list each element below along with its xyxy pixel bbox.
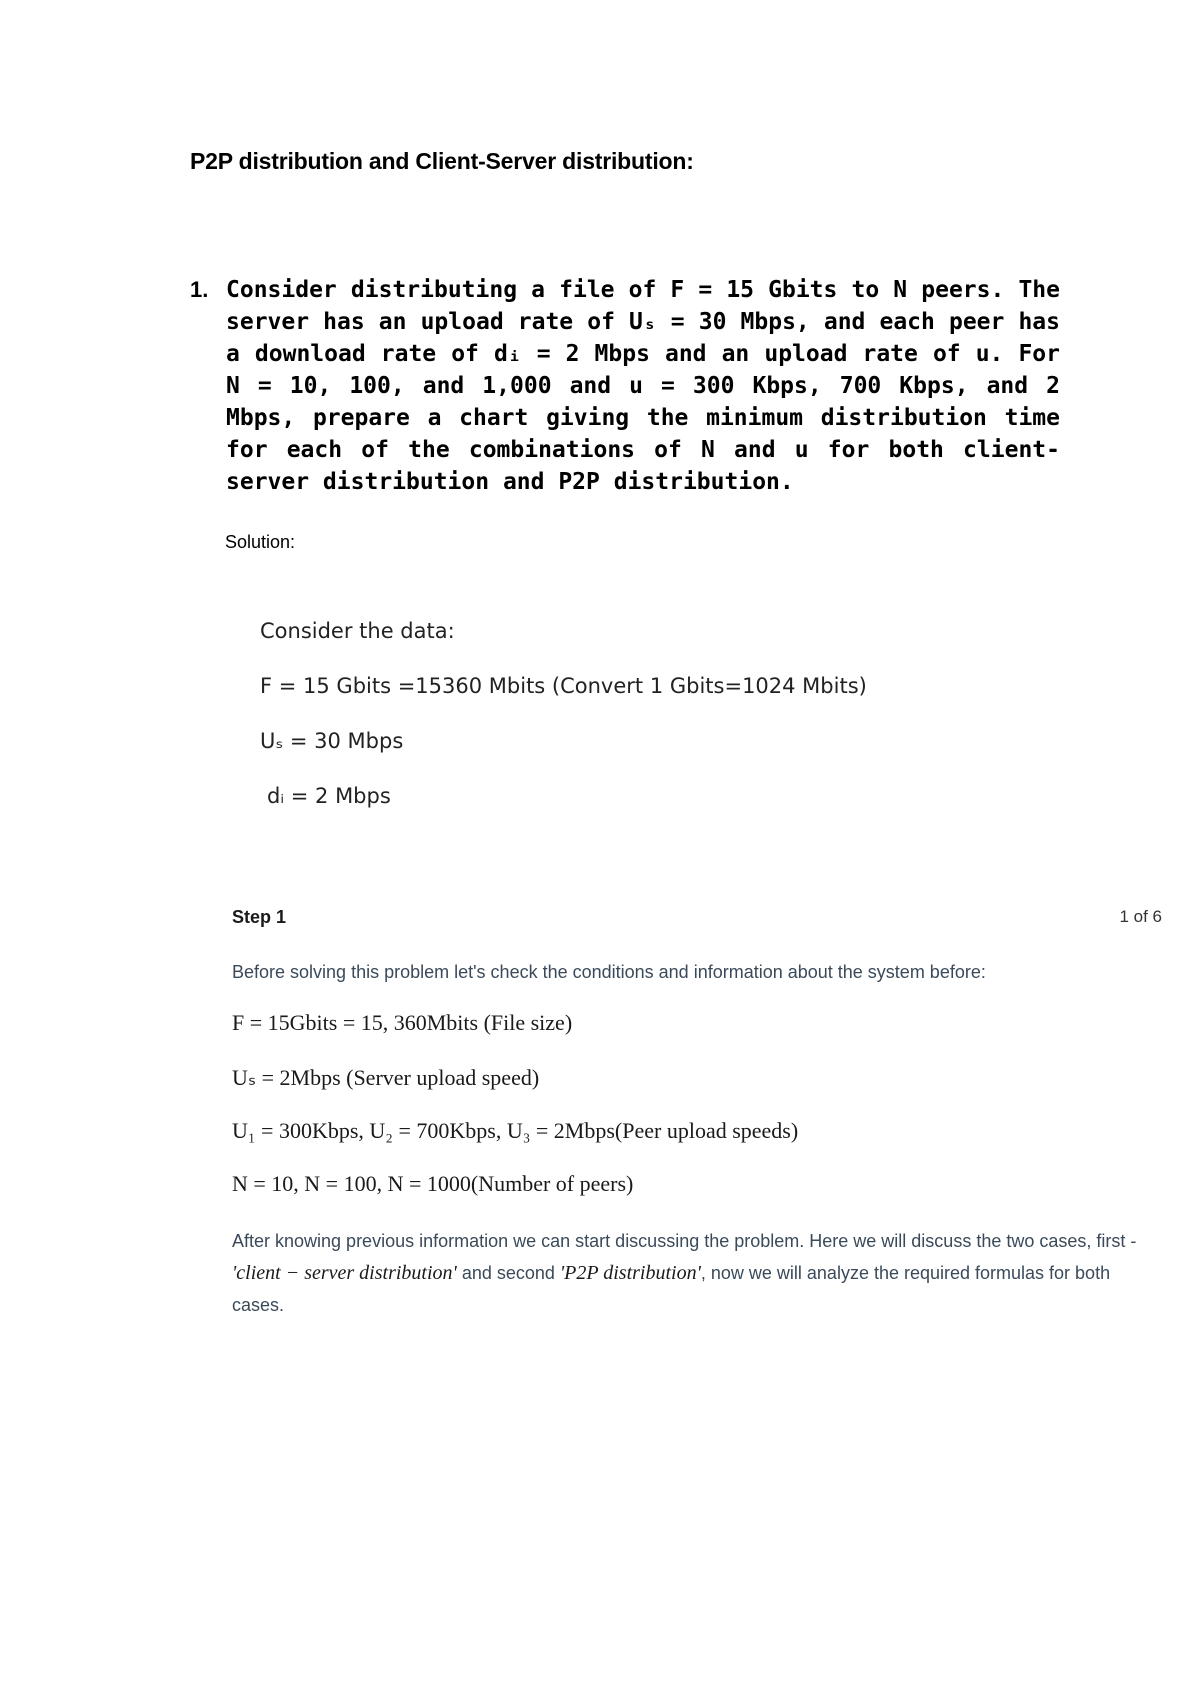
equation-peer-upload: U₁ = 300Kbps, U₂ = 700Kbps, U₃ = 2Mbps(Peer upload speeds) xyxy=(232,1118,799,1143)
closing-text-part1: After knowing previous information we can start discussing the problem. Here we will discuss the two cases, first - xyxy=(232,1231,1137,1251)
step-closing-paragraph xyxy=(232,1225,1162,1321)
step-intro: Before solving this problem let's check the conditions and information about the system before: xyxy=(232,962,986,982)
given-server-upload: Uₛ = 30 Mbps xyxy=(260,729,404,753)
given-intro: Consider the data: xyxy=(260,619,455,643)
given-download-rate: dᵢ = 2 Mbps xyxy=(267,784,391,808)
closing-term-client-server: 'client − server distribution' xyxy=(232,1262,457,1284)
step-card-screenshot xyxy=(232,900,1162,1330)
equation-server-upload: Uₛ = 2Mbps (Server upload speed) xyxy=(232,1065,540,1090)
equation-file-size: F = 15Gbits = 15, 360Mbits (File size) xyxy=(232,1010,573,1035)
question-block xyxy=(190,274,1060,498)
page-title: P2P distribution and Client-Server distribution: xyxy=(190,148,694,174)
given-file-size: F = 15 Gbits =15360 Mbits (Convert 1 Gbits=1024 Mbits) xyxy=(260,674,867,698)
closing-term-p2p: 'P2P distribution' xyxy=(559,1262,701,1284)
question-number: 1. xyxy=(190,277,209,302)
equation-number-of-peers: N = 10, N = 100, N = 1000(Number of peers) xyxy=(232,1171,634,1196)
question-text: Consider distributing a file of F = 15 Gbits to N peers. The server has an upload rate of Uₛ = 30 Mbps, and each peer has a download rate of dᵢ = 2 Mbps and an upload rate of u. For N = 10, 100, and 1,000 and u = 300 Kbps, 700 Kbps, and 2 Mbps, prepare a chart giving the minimum distribution time for each of the combinations of N and u for both client-server distribution and P2P distribution. xyxy=(226,277,1060,495)
closing-text-part3: , now we will analyze the required formulas for both cases. xyxy=(232,1263,1111,1315)
solution-label: Solution: xyxy=(225,532,296,552)
step-counter: 1 of 6 xyxy=(1119,907,1162,926)
closing-text-part2: and second xyxy=(456,1263,560,1283)
step-title: Step 1 xyxy=(232,907,287,927)
